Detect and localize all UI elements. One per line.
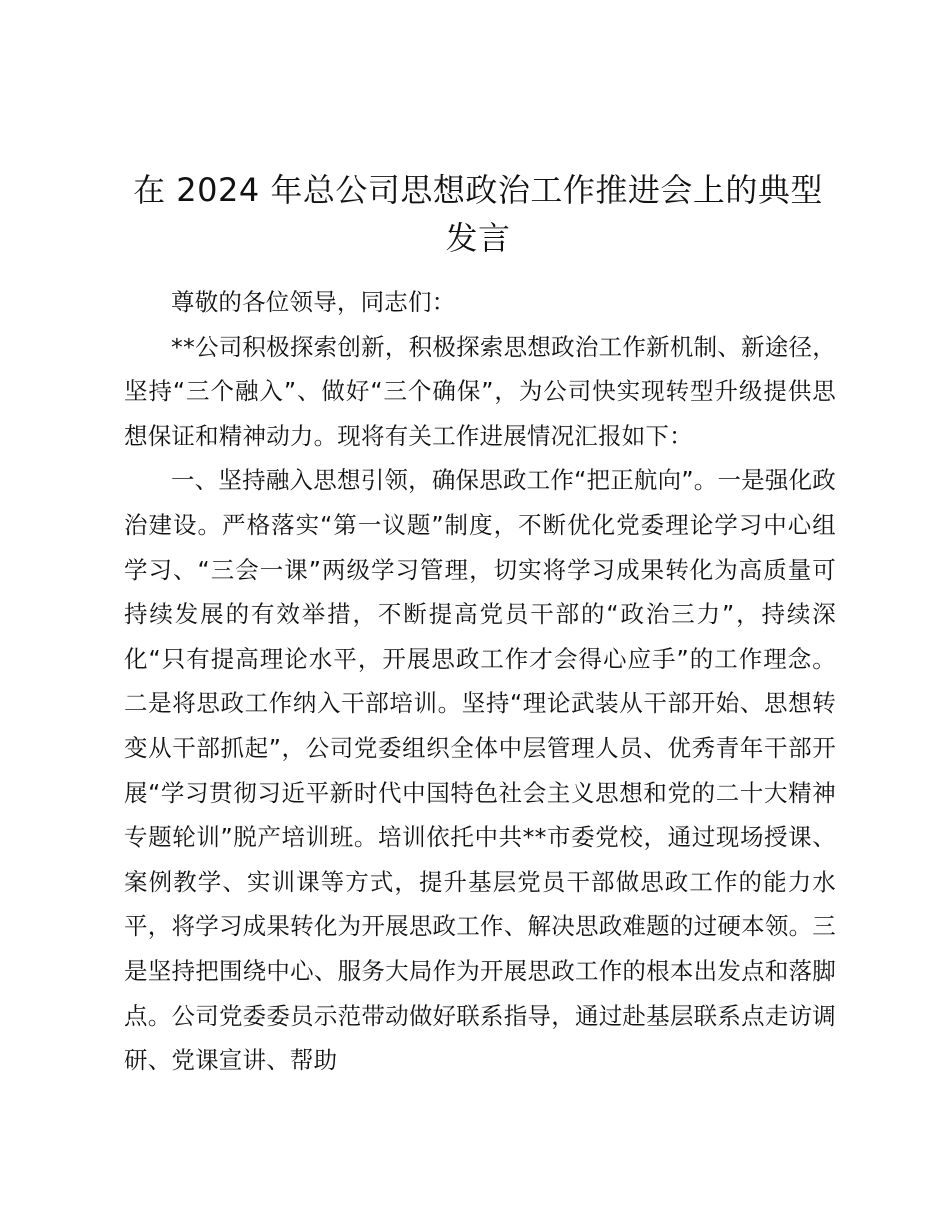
document-body — [124, 280, 836, 1083]
salutation-paragraph: 尊敬的各位领导，同志们： — [171, 288, 456, 316]
intro-paragraph: **公司积极探索创新，积极探索思想政治工作新机制、新途径，坚持“三个融入”、做好“三个确保”，为公司快实现转型升级提供思想保证和精神动力。现将有关工作进展情况汇报如下： — [124, 332, 836, 450]
section-one-paragraph: 一、坚持融入思想引领，确保思政工作“把正航向”。一是强化政治建设。严格落实“第一议题”制度，不断优化党委理论学习中心组学习、“三会一课”两级学习管理，切实将学习成果转化为高质量可持续发展的有效举措，不断提高党员干部的“政治三力”，持续深化“只有提高理论水平，开展思政工作才会得心应手”的工作理念。二是将思政工作纳入干部培训。坚持“理论武装从干部开始、思想转变从干部抓起”，公司党委组织全体中层管理人员、优秀青年干部开展“学习贯彻习近平新时代中国特色社会主义思想和党的二十大精神专题轮训”脱产培训班。培训依托中共**市委党校，通过现场授课、案例教学、实训课等方式，提升基层党员干部做思政工作的能力水平，将学习成果转化为开展思政工作、解决思政难题的过硬本领。三是坚持把围绕中心、服务大局作为开展思政工作的根本出发点和落脚点。公司党委委员示范带动做好联系指导，通过赴基层联系点走访调研、党课宣讲、帮助 — [124, 466, 836, 1075]
document-title: 在 2024 年总公司思想政治工作推进会上的典型发言 — [133, 171, 823, 257]
